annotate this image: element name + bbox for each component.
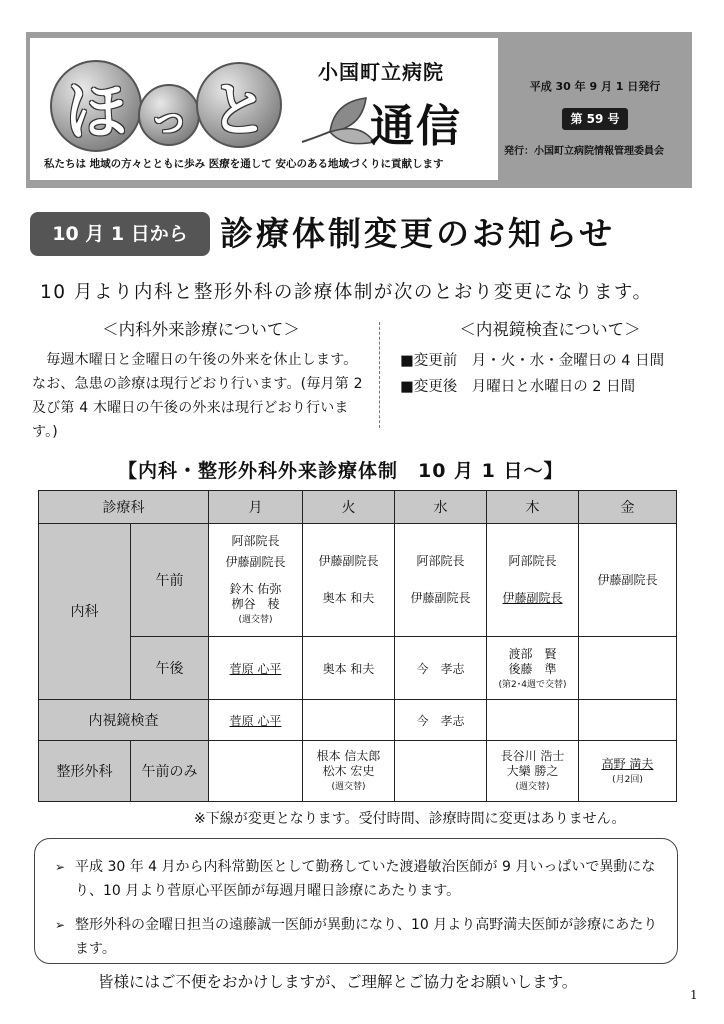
- cell-thu-pm: [487, 637, 579, 700]
- notice-box: [34, 838, 678, 964]
- header-department: 診療科: [39, 491, 209, 524]
- motto: 私たちは 地域の方々とともに歩み 医療を通して 安心のある地域づくりに貢献します: [44, 158, 444, 170]
- cell-ortho-fri: [579, 740, 677, 801]
- cell-ortho-tue: [303, 740, 395, 801]
- rotation-note: (週交替): [238, 615, 273, 626]
- cell-tue-pm: 奥本 和夫: [303, 637, 395, 700]
- before-change: ■変更前 月・火・水・金曜日の 4 日間: [400, 353, 665, 369]
- header-mon: 月: [209, 491, 303, 524]
- page-title: 診療体制変更のお知らせ: [220, 214, 616, 253]
- column-divider: [379, 322, 380, 428]
- table-title: 【内科・整形外科外来診療体制 10 月 1 日～】: [118, 460, 564, 482]
- cell-mon-pm: [209, 637, 303, 700]
- logo-bubble-tsu: っ: [138, 84, 200, 146]
- doctor-name-changed: 高野 満夫: [601, 756, 654, 771]
- header-tue: 火: [303, 491, 395, 524]
- cell-mon-am: [209, 523, 303, 637]
- notice-text: 整形外科の金曜日担当の遠藤誠一医師が異動になり、10 月より高野満夫医師が診療にあたります。: [75, 917, 658, 957]
- doctor-name: 鈴木 佑弥: [229, 582, 282, 597]
- arrow-bullet-icon: ➢: [55, 918, 66, 932]
- cell-wed-am: [395, 523, 487, 637]
- table-row: [39, 740, 677, 801]
- endoscopy-section: [400, 316, 700, 400]
- header-fri: 金: [579, 491, 677, 524]
- doctor-name: 伊藤副院長: [318, 553, 379, 568]
- doctor-name: 長谷川 浩士: [500, 749, 565, 764]
- table-row: [39, 523, 677, 637]
- table-header-row: [39, 491, 677, 524]
- cell-wed-pm: 今 孝志: [395, 637, 487, 700]
- dept-endoscopy: 内視鏡検査: [39, 700, 209, 741]
- cell-thu-am: [487, 523, 579, 637]
- cell-ortho-wed: [395, 740, 487, 801]
- doctor-name-changed: 菅原 心平: [229, 713, 282, 728]
- cell-endo-mon: [209, 700, 303, 741]
- doctor-name: 奥本 和夫: [322, 590, 375, 605]
- schedule-table: [38, 490, 677, 802]
- doctor-name: 大欒 勝之: [506, 764, 559, 779]
- cell-tue-am: [303, 523, 395, 637]
- table-row: [39, 700, 677, 741]
- session-pm: 午後: [131, 637, 209, 700]
- notice-item: [55, 855, 661, 903]
- header-thu: 木: [487, 491, 579, 524]
- newsletter-name: 通信: [370, 101, 462, 152]
- issue-number: 第 59 号: [562, 108, 628, 130]
- doctor-name: 後藤 準: [508, 661, 557, 676]
- doctor-name-changed: 伊藤副院長: [502, 590, 563, 605]
- doctor-name: 根本 信太郎: [316, 749, 381, 764]
- table-row: [39, 637, 677, 700]
- logo-bubble-ho: ほ: [50, 60, 142, 152]
- cell-ortho-mon: [209, 740, 303, 801]
- notice-item: [55, 913, 661, 961]
- closing-message: 皆様にはご不便をおかけしますが、ご理解とご協力をお願いします。: [98, 973, 578, 991]
- logo-bubble-to: と: [196, 62, 282, 148]
- frequency-note: (月2回): [612, 774, 643, 785]
- cell-endo-fri: [579, 700, 677, 741]
- session-am: 午前: [131, 523, 209, 637]
- doctor-name: 栁谷 稜: [231, 597, 280, 612]
- page-number: 1: [690, 988, 698, 1002]
- doctor-name: 渡部 賢: [508, 646, 557, 661]
- masthead: [30, 38, 498, 180]
- doctor-name: 阿部院長: [416, 553, 465, 568]
- doctor-name: 阿部院長: [231, 534, 280, 549]
- publisher: 発行：小国町立病院情報管理委員会: [504, 146, 664, 157]
- internal-outpatient-section: [32, 316, 370, 444]
- cell-fri-am: 伊藤副院長: [579, 523, 677, 637]
- cell-endo-tue: [303, 700, 395, 741]
- issue-info: [498, 32, 692, 188]
- rotation-note: (週交替): [515, 782, 550, 793]
- arrow-bullet-icon: ➢: [55, 860, 66, 874]
- doctor-name: 松木 宏史: [322, 764, 375, 779]
- rotation-note: (週交替): [331, 782, 366, 793]
- newsletter-header: [26, 32, 692, 188]
- after-change: ■変更後 月曜日と水曜日の 2 日間: [400, 379, 636, 395]
- header-wed: 水: [395, 491, 487, 524]
- dept-orthopedics: 整形外科: [39, 740, 131, 801]
- hotto-logo: [50, 54, 300, 154]
- hospital-name: 小国町立病院: [318, 60, 444, 84]
- cell-endo-wed: 今 孝志: [395, 700, 487, 741]
- session-am-only: 午前のみ: [131, 740, 209, 801]
- rotation-note: (第2･4週で交替): [498, 679, 567, 690]
- publish-date: 平成 30 年 9 月 1 日発行: [529, 80, 661, 93]
- cell-ortho-thu: [487, 740, 579, 801]
- notice-text: 平成 30 年 4 月から内科常勤医として勤務していた渡邉敏治医師が 9 月いっぱいで異動になり、10 月より菅原心平医師が毎週月曜日診療にあたります。: [75, 859, 656, 899]
- dept-internal: 内科: [39, 523, 131, 700]
- doctor-name-changed: 菅原 心平: [229, 661, 282, 676]
- table-note: ※下線が変更となります。受付時間、診療時間に変更はありません。: [194, 811, 626, 827]
- leaf-icon: [300, 92, 380, 152]
- section-heading: ＜内科外来診療について＞: [102, 320, 300, 339]
- doctor-name: 阿部院長: [508, 553, 557, 568]
- cell-endo-thu: [487, 700, 579, 741]
- intro-text: 10 月より内科と整形外科の診療体制が次のとおり変更になります。: [40, 282, 653, 303]
- date-badge: 10 月 1 日から: [30, 212, 210, 256]
- doctor-name: 伊藤副院長: [225, 555, 286, 570]
- section-heading: ＜内視鏡検査について＞: [459, 320, 641, 339]
- doctor-name: 伊藤副院長: [410, 590, 471, 605]
- section-body: 毎週木曜日と金曜日の午後の外来を休止します。なお、急患の診療は現行どおり行います。(毎月第 2 及び第 4 木曜日の午後の外来は現行どおり行います。): [32, 352, 363, 440]
- cell-fri-pm: [579, 637, 677, 700]
